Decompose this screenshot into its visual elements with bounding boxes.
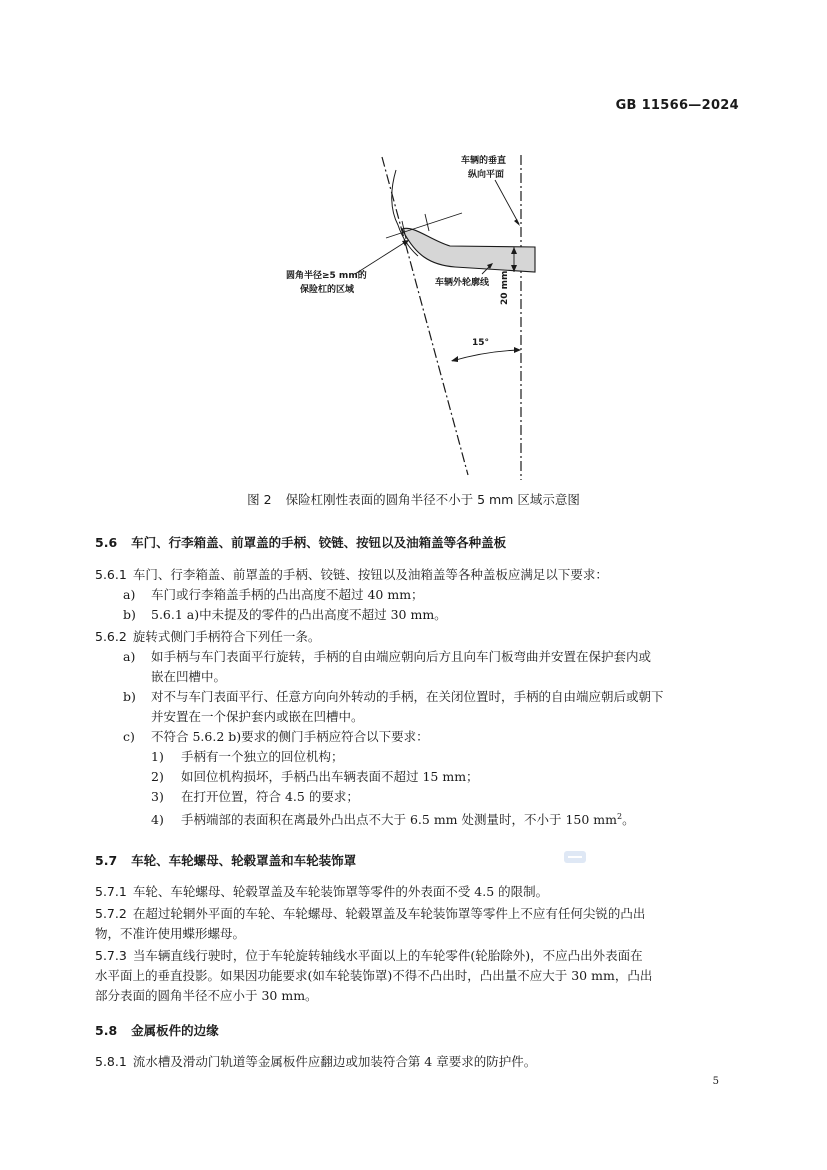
list-marker: c) xyxy=(123,729,135,744)
figure-caption xyxy=(0,490,827,508)
section-number: 5.7 xyxy=(95,853,118,868)
clause-text-cont: 部分表面的圆角半径不应小于 30 mm。 xyxy=(95,988,318,1003)
superscript: 2 xyxy=(617,812,623,821)
list-text: 车门或行李箱盖手柄的凸出高度不超过 40 mm； xyxy=(151,587,424,602)
clause-number: 5.6.1 xyxy=(95,567,127,582)
section-number: 5.8 xyxy=(95,1023,118,1038)
watermark-logo xyxy=(563,849,587,865)
label-angle-15: 15° xyxy=(472,338,490,348)
leader-arrow-vertical-plane xyxy=(514,219,520,226)
clause-text-cont: 物，不准许使用蝶形螺母。 xyxy=(95,926,246,941)
clause-text: 车轮、车轮螺母、轮毂罩盖及车轮装饰罩等零件的外表面不受 4.5 的限制。 xyxy=(132,884,549,899)
section-5-6-heading xyxy=(95,533,506,551)
clause-text: 流水槽及滑动门轨道等金属板件应翻边或加装符合第 4 章要求的防护件。 xyxy=(132,1054,537,1069)
label-radius-area-1: 圆角半径≥5 mm的 xyxy=(286,271,367,281)
label-radius-area-2: 保险杠的区域 xyxy=(300,285,355,295)
standard-code: GB 11566—2024 xyxy=(615,98,739,113)
inclined-15deg-line xyxy=(382,157,468,475)
clause-5-6-1 xyxy=(95,565,745,625)
section-title: 金属板件的边缘 xyxy=(131,1023,219,1038)
clause-number: 5.7.2 xyxy=(95,906,127,921)
list-item-b xyxy=(95,605,745,625)
clause-number: 5.6.2 xyxy=(95,629,127,644)
list-text: 并安置在一个保护套内或嵌在凹槽中。 xyxy=(151,709,364,724)
list-marker: 1) xyxy=(151,749,164,764)
angle-15-arc xyxy=(452,350,520,361)
section-5-7-heading xyxy=(95,851,356,869)
label-vertical-plane-2: 纵向平面 xyxy=(468,170,505,180)
clause-5-8-1 xyxy=(95,1052,745,1072)
list-text: 手柄端部的表面积在离最外凸出点不大于 6.5 mm 处测量时，不小于 150 mm xyxy=(181,812,618,828)
list-text: 如回位机构损坏，手柄凸出车辆表面不超过 15 mm； xyxy=(181,769,479,784)
list-text: 手柄有一个独立的回位机构； xyxy=(181,749,344,764)
label-vertical-plane-1: 车辆的垂直 xyxy=(461,156,507,166)
section-title: 车轮、车轮螺母、轮毂罩盖和车轮装饰罩 xyxy=(131,853,357,868)
list-item-c xyxy=(95,727,745,747)
angle-arrow-right xyxy=(514,347,521,353)
figure-caption-number: 图 2 xyxy=(247,492,272,507)
clause-5-7-3 xyxy=(95,946,745,1006)
list-item-a xyxy=(95,585,745,605)
list-item-a-cont xyxy=(95,667,745,687)
clause-5-7-2 xyxy=(95,904,745,944)
section-title: 车门、行李箱盖、前罩盖的手柄、铰链、按钮以及油箱盖等各种盖板 xyxy=(131,535,507,550)
leader-vertical-plane xyxy=(495,180,519,224)
clause-5-7-1 xyxy=(95,882,745,902)
sublist-item-3 xyxy=(95,787,745,807)
figure-caption-text: 保险杠刚性表面的圆角半径不小于 5 mm 区域示意图 xyxy=(285,492,580,507)
clause-text-line xyxy=(95,627,745,647)
clause-text-cont: 水平面上的垂直投影。如果因功能要求(如车轮装饰罩)不得不凸出时，凸出量不应大于 30 mm，凸出 xyxy=(95,968,653,983)
clause-number: 5.7.1 xyxy=(95,884,127,899)
angle-arrow-left xyxy=(451,356,458,362)
list-item-b xyxy=(95,687,745,707)
list-marker: 4) xyxy=(151,812,164,828)
list-marker: a) xyxy=(123,587,136,602)
tangent-tick-right xyxy=(425,214,429,231)
section-number: 5.6 xyxy=(95,535,118,550)
sublist-item-1 xyxy=(95,747,745,767)
clause-text: 在超过轮辋外平面的车轮、车轮螺母、轮毂罩盖及车轮装饰罩等零件上不应有任何尖锐的凸出 xyxy=(132,906,646,921)
clause-text: 旋转式侧门手柄符合下列任一条。 xyxy=(132,629,321,644)
page-number: 5 xyxy=(712,1076,719,1087)
clause-text: 当车辆直线行驶时，位于车轮旋转轴线水平面以上的车轮零件(轮胎除外)，不应凸出外表面在 xyxy=(132,948,643,963)
list-text: 不符合 5.6.2 b)要求的侧门手柄应符合以下要求： xyxy=(151,729,429,744)
figure-2-diagram xyxy=(286,145,550,480)
list-marker: a) xyxy=(123,649,136,664)
sublist-item-4 xyxy=(95,807,745,830)
clause-5-6-2 xyxy=(95,627,745,830)
leader-radius-area xyxy=(355,241,407,274)
list-text-end: 。 xyxy=(622,812,635,828)
list-marker: b) xyxy=(123,607,136,622)
clause-text: 车门、行李箱盖、前罩盖的手柄、铰链、按钮以及油箱盖等各种盖板应满足以下要求： xyxy=(132,567,608,582)
list-text: 如手柄与车门表面平行旋转，手柄的自由端应朝向后方且向车门板弯曲并安置在保护套内或 xyxy=(151,649,652,664)
list-marker: b) xyxy=(123,689,136,704)
bumper-radius-diagram xyxy=(286,145,550,480)
clause-number: 5.8.1 xyxy=(95,1054,127,1069)
section-5-8-heading xyxy=(95,1021,219,1039)
list-text: 对不与车门表面平行、任意方向向外转动的手柄，在关闭位置时，手柄的自由端应朝后或朝下 xyxy=(151,689,664,704)
label-outline: 车辆外轮廓线 xyxy=(435,278,490,288)
list-item-b-cont xyxy=(95,707,745,727)
list-text: 嵌在凹槽中。 xyxy=(151,669,227,684)
clause-text-line xyxy=(95,565,745,585)
list-text: 在打开位置，符合 4.5 的要求； xyxy=(181,789,359,804)
list-marker: 3) xyxy=(151,789,164,804)
list-item-a xyxy=(95,647,745,667)
list-marker: 2) xyxy=(151,769,164,784)
list-text: 5.6.1 a)中未提及的零件的凸出高度不超过 30 mm。 xyxy=(151,607,447,622)
label-dim-20: 20 mm xyxy=(500,270,510,305)
clause-number: 5.7.3 xyxy=(95,948,127,963)
sublist-item-2 xyxy=(95,767,745,787)
